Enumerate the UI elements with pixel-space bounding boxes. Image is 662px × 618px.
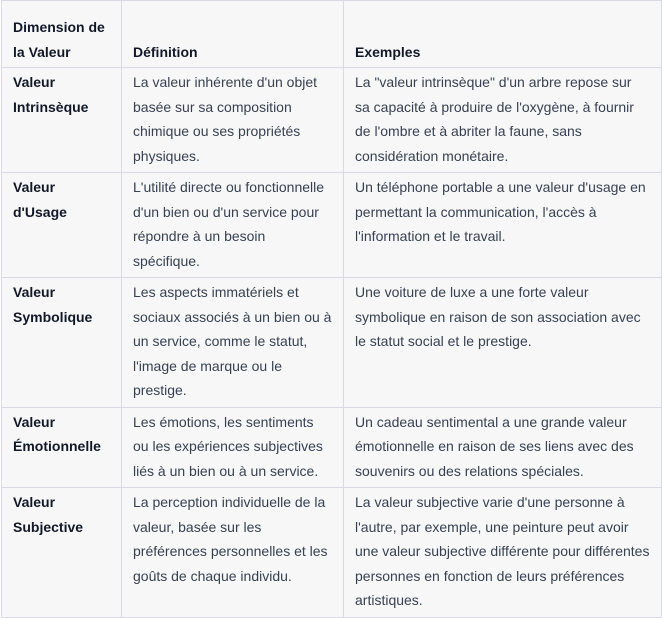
definition-cell: Les aspects immatériels et sociaux associés à un bien ou à un service, comme le statut, l'image de marque ou le prestige. (122, 278, 344, 408)
example-cell: Un téléphone portable a une valeur d'usage en permettant la communication, l'accès à l'information et le travail. (344, 173, 662, 278)
definition-cell: La perception individuelle de la valeur, basée sur les préférences personnelles et les goûts de chaque individu. (122, 488, 344, 618)
table-row (2, 407, 662, 488)
value-dimensions-table (1, 0, 662, 618)
dimension-cell: Valeur Émotionnelle (2, 407, 122, 488)
dimension-cell: Valeur Subjective (2, 488, 122, 618)
table-row (2, 173, 662, 278)
table-row (2, 488, 662, 618)
header-definition: Définition (122, 1, 344, 68)
dimension-cell: Valeur Symbolique (2, 278, 122, 408)
dimension-cell: Valeur Intrinsèque (2, 68, 122, 173)
example-cell: La valeur subjective varie d'une personne à l'autre, par exemple, une peinture peut avoir une valeur subjective différente pour différentes personnes en fonction de leurs préférences artistiques. (344, 488, 662, 618)
definition-cell: L'utilité directe ou fonctionnelle d'un bien ou d'un service pour répondre à un besoin spécifique. (122, 173, 344, 278)
header-dimension: Dimension de la Valeur (2, 1, 122, 68)
definition-cell: La valeur inhérente d'un objet basée sur sa composition chimique ou ses propriétés physiques. (122, 68, 344, 173)
example-cell: Une voiture de luxe a une forte valeur symbolique en raison de son association avec le statut social et le prestige. (344, 278, 662, 408)
table-row (2, 278, 662, 408)
table-row (2, 68, 662, 173)
definition-cell: Les émotions, les sentiments ou les expériences subjectives liés à un bien ou à un service. (122, 407, 344, 488)
example-cell: La "valeur intrinsèque" d'un arbre repose sur sa capacité à produire de l'oxygène, à fournir de l'ombre et à abriter la faune, sans considération monétaire. (344, 68, 662, 173)
header-examples: Exemples (344, 1, 662, 68)
example-cell: Un cadeau sentimental a une grande valeur émotionnelle en raison de ses liens avec des souvenirs ou des relations spéciales. (344, 407, 662, 488)
table-header-row (2, 1, 662, 68)
dimension-cell: Valeur d'Usage (2, 173, 122, 278)
